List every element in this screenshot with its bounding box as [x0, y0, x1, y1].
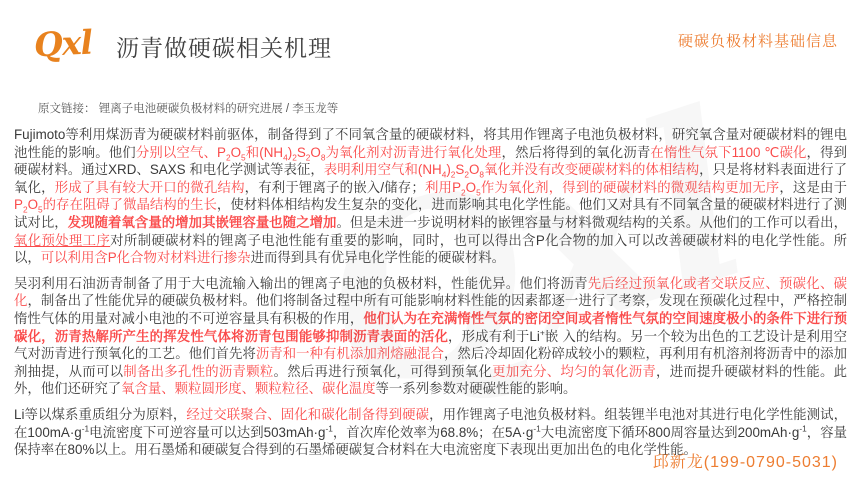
- highlighted-text-segment: 氧含量、颗粒圆形度、颗粒粒径、碳化温度: [121, 381, 376, 397]
- paragraph: [14, 275, 847, 398]
- highlighted-text-segment: 更加充分、均匀的氧化沥青: [492, 363, 657, 379]
- page-header: [0, 0, 860, 80]
- highlighted-text-segment: 表明利用空气和$(NH_4)_2S_2O_8$氧化并没有改变硬碳材料的体相结构: [323, 162, 700, 180]
- text-segment: Fujimoto等利用煤沥青为硬碳材料前驱体，制备得到了不同氧含量的硬碳材料，将其用作锂离子电池负极材料，研究氧含量对硬碳材料的锂电池性能的影响。他们: [14, 127, 847, 160]
- text-segment: 。然后再进行预氧化，可得到预氧化: [273, 363, 493, 379]
- text-segment: 。但是未进一步说明材料的嵌锂容量与材料微观结构的关系。从他们的工作可以看出，: [336, 214, 848, 230]
- article-body: [0, 116, 860, 459]
- brand-logo: Qxl: [33, 22, 93, 65]
- page-title: 沥青做硬碳相关机理: [116, 35, 332, 61]
- text-segment: ，制备出了性能优异的硬碳负极材料。他们将制备过程中所有可能影响材料性能的因素都逐一进行了考察，发现在预碳化过程中，严格控制惰性气体的用量对减小电池的不可逆容量具有积极的作用，: [14, 293, 847, 326]
- highlighted-text-segment: 沥青和一种有机添加剂熔融混合: [255, 346, 444, 362]
- highlighted-text-segment: 在惰性气氛下1100 ℃碳化: [650, 144, 807, 160]
- highlighted-text-segment: 先后经过预氧化或者交联反应、预碳化、碳化: [14, 275, 848, 309]
- highlighted-text-segment: 制备出多孔性的沥青颗粒: [123, 363, 274, 379]
- source-line: [0, 80, 860, 116]
- highlighted-text-segment: 可以利用含P化合物对材料进行掺杂: [40, 250, 251, 266]
- text-segment: ，然后将得到的氧化沥青: [501, 144, 651, 160]
- category-label: 硬碳负极材料基础信息: [677, 33, 838, 50]
- text-segment: ，进而提升硬碳材料的性能。此外，他们还研究了: [14, 363, 848, 397]
- text-segment: ，有利于锂离子的嵌入/储存；: [244, 179, 425, 195]
- text-segment: ，得到硬碳材料。通过XRD、SAXS 和电化学测试等表征，: [14, 144, 848, 178]
- contact-info: 邱新龙(199-0790-5031): [652, 454, 838, 471]
- highlighted-text-segment: 形成了具有较大开口的微孔结构: [54, 179, 245, 195]
- text-segment: 对所制硬碳材料的锂离子电池性能有重要的影响，同时，也可以得出含P化合物的加入可以改善硬碳材料的电化学性能。所以，: [14, 232, 847, 266]
- text-segment: 进而得到具有优异电化学性能的硬碳材料。: [250, 250, 505, 266]
- highlighted-text-segment: 经过交联聚合、固化和碳化制备得到硬碳: [186, 406, 430, 422]
- text-segment: Li等以煤系重质组分为原料，: [14, 406, 187, 422]
- highlighted-text-segment: 他们认为在充满惰性气氛的密闭空间或者惰性气氛的空间速度极小的条件下进行预碳化，沥青热解所产生的挥发性气体将沥青包围能够抑制沥青表面的活化: [14, 310, 847, 344]
- highlighted-text-segment: $P_2O_5$的存在阻碍了微晶结构的生长: [14, 197, 217, 216]
- highlighted-text-segment: 氧化预处理工序: [14, 232, 111, 248]
- highlighted-text-segment: 利用$P_2O_5$作为氧化剂，得到的硬碳材料的微观结构更加无序: [424, 179, 780, 198]
- paragraph: [14, 126, 847, 267]
- source-reference-link[interactable]: 锂离子电池硬碳负极材料的研究进展 / 李玉龙等: [98, 103, 339, 115]
- source-label: 原文链接：: [38, 103, 96, 115]
- highlighted-text-segment: 分别以空气、$P_2O_5$和$(NH_4)_2S_2O_8$为氧化剂对沥青进行氧化处理: [135, 144, 502, 163]
- text-segment: 等一系列参数对硬碳性能的影响。: [375, 381, 577, 397]
- text-segment: ，然后冷却固化粉碎成较小的颗粒，再利用有机溶剂将沥青中的添加剂抽提，从而可以: [14, 346, 848, 379]
- text-segment: ，只是将材料表面进行了氧化，: [14, 162, 847, 195]
- text-segment: ，使材料体相结构发生复杂的变化，进而影响其电化学性能。他们又对具有不同氧含量的硬碳材料进行了测试对比，: [14, 197, 848, 230]
- text-segment: 吴羽利用石油沥青制备了用于大电流输入输出的锂离子电池的负极材料，性能优异。他们将沥青: [14, 275, 588, 291]
- text-segment: ，形成有利于Li+嵌 入的结构。另一个较为出色的工艺设计是利用空气对沥青进行预氧化的工艺。他们首先将: [14, 327, 848, 362]
- text-segment: ，用作锂离子电池负极材料。组装锂半电池对其进行电化学性能测试，在$100mA\cdot g^{-1}$电流密度下可逆容量可以达到$503mAh\cdot g^{-1}$，首次库伦效率为68.8%；在$5A\cdot g^{-1}$大电流密度下循环800周容量达到$200mAh\cdot g^{-1}$，容量保持率在80%以上。用石墨烯和硬碳复合得到的石墨烯硬碳复合材料在大电流密度下表现出更加出色的电化学性能。: [14, 406, 848, 458]
- highlighted-text-segment: 发现随着氧含量的增加其嵌锂容量也随之增加: [67, 214, 337, 230]
- text-segment: ，这是由于: [779, 179, 848, 195]
